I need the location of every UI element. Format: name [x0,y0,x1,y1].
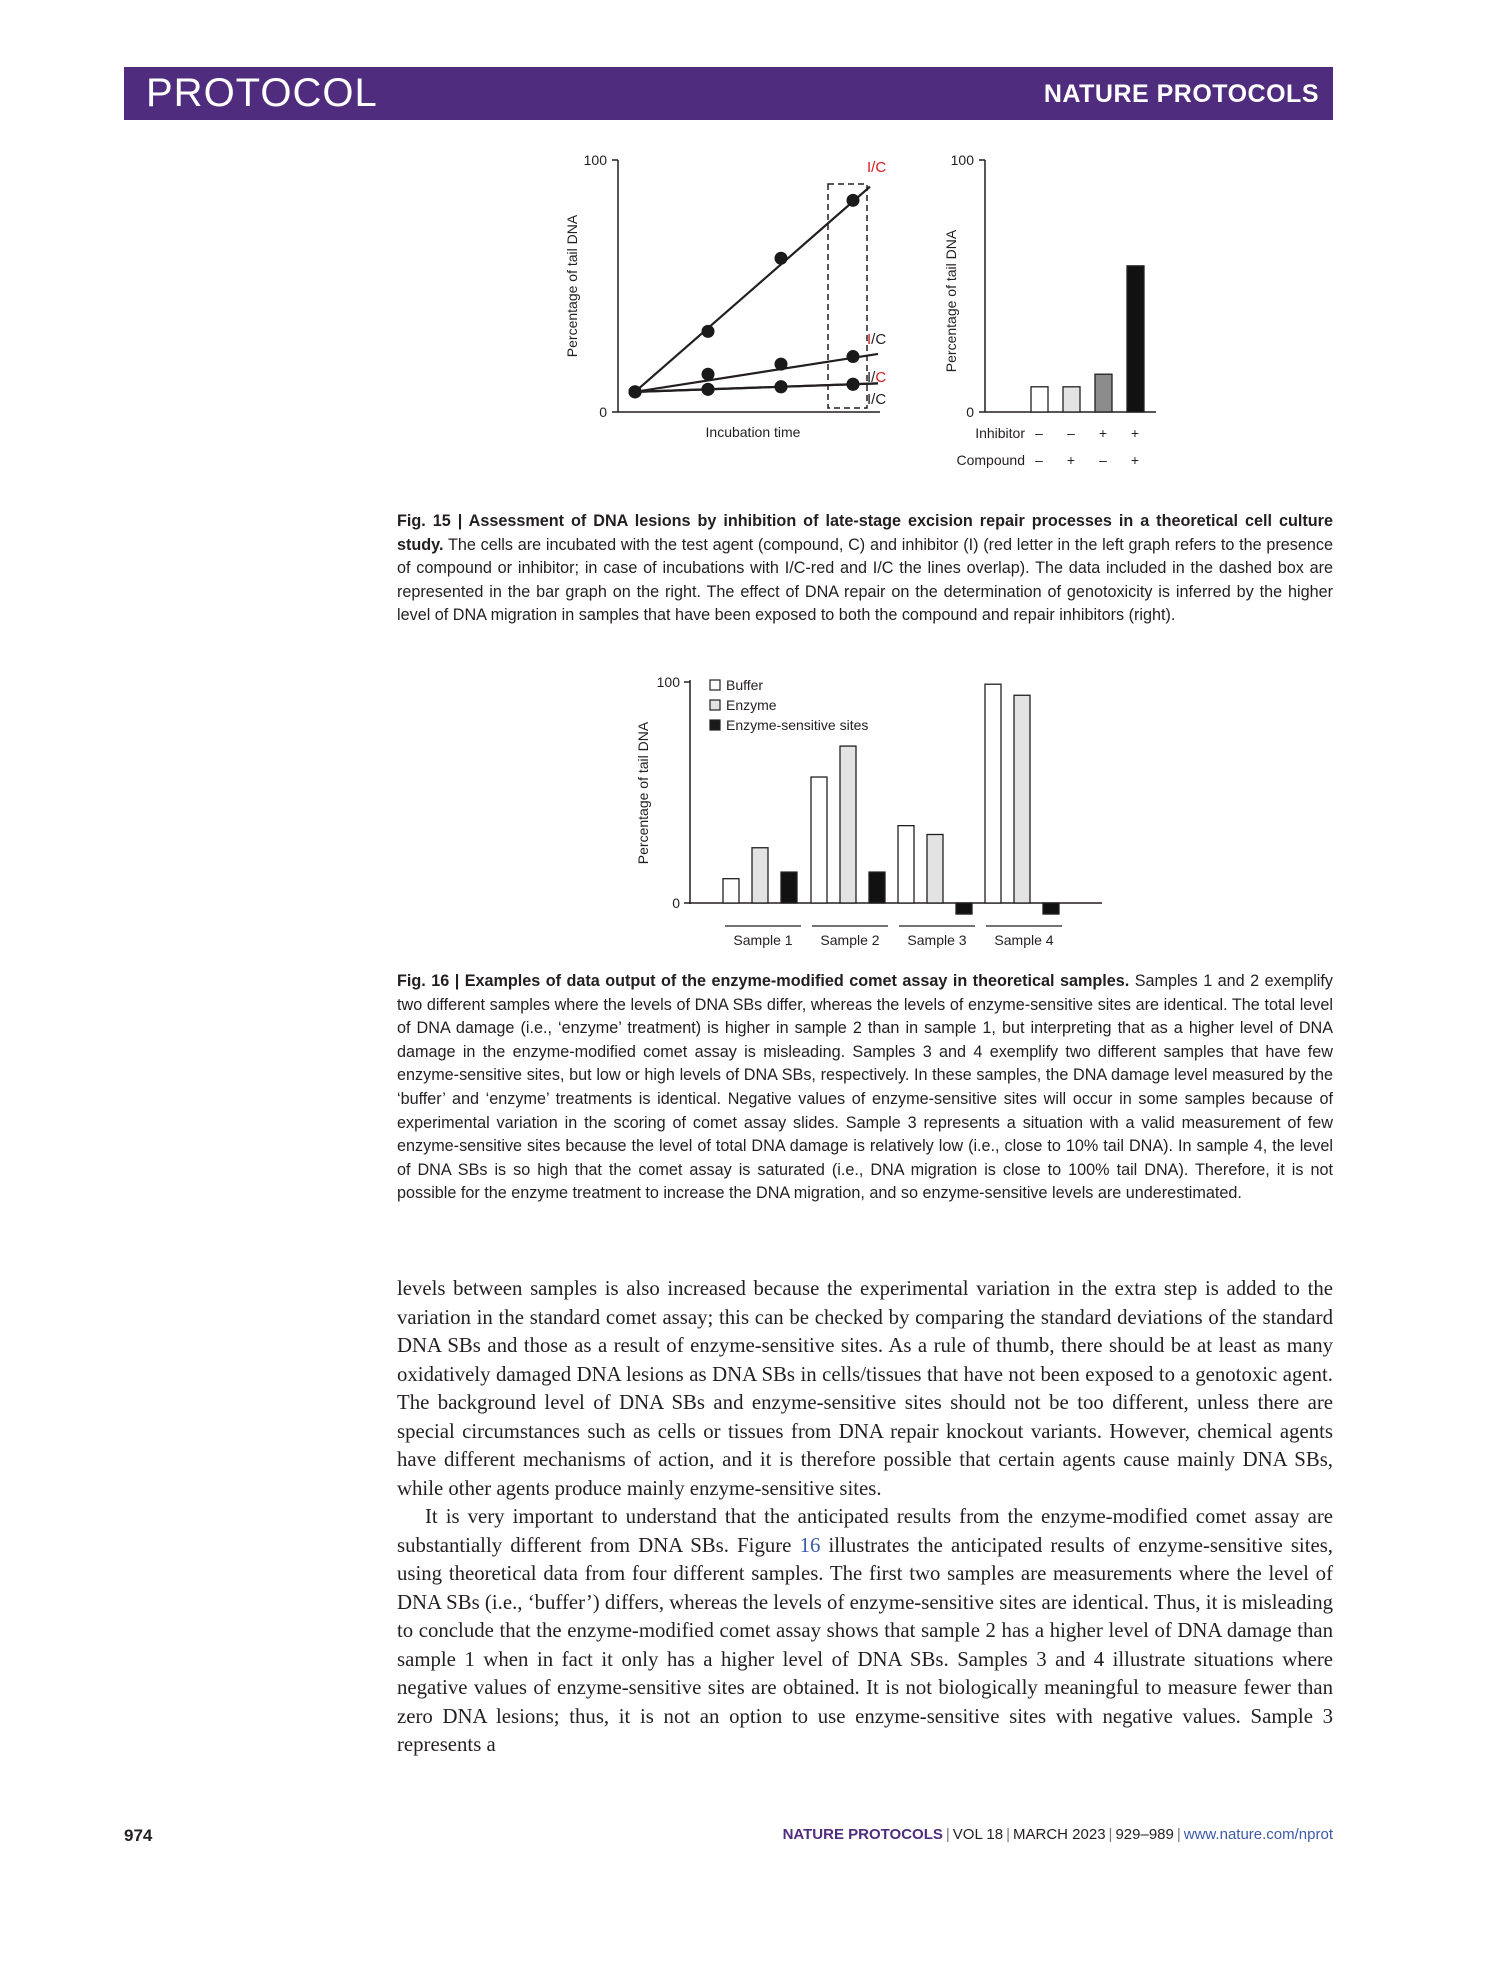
bar-1 [1063,387,1080,412]
figure-16-caption [397,970,1333,1206]
bar-sample-3-1 [927,834,943,903]
line-label-2-inhibitor: I [867,369,872,386]
fig16-sample-groups [725,926,1062,948]
fig15-line-labels [867,159,886,408]
legend-label-buffer: Buffer [726,677,764,693]
y-axis-label: Percentage of tail DNA [564,214,580,358]
journal-name: NATURE PROTOCOLS [1043,80,1319,108]
section-label: PROTOCOL [146,71,378,115]
line-label-0-compound: C [875,159,887,176]
row-label-compound: Compound [956,452,1025,468]
line-label-3-slash: / [871,391,876,408]
footer-citation: NATURE PROTOCOLS | VOL 18 | MARCH 2023 | 929–989 | www.nature.com/nprot [782,1826,1333,1843]
footer-url-link[interactable]: www.nature.com/nprot [1183,1826,1333,1843]
legend [710,677,868,733]
body-paragraph-2-end: illustrates the anticipated results of enzyme-sensitive sites, using theoretical data from four different samples. The first two samples are measurements where the level of DNA SBs (i.e., ‘buffer’) differs, whereas the levels of enzyme-sensitive sites are identical. Thus, it is misleading to conclude that the enzyme-modified comet assay shows that sample 2 has a higher level of DNA damage than sample 1 when in fact it only has a higher level of DNA SBs. Samples 3 and 4 illustrate situations where negative values of enzyme-sensitive sites are obtained. It is not biologically meaningful to measure fewer than zero DNA lesions; thus, it is not an option to use enzyme-sensitive sites with negative values. Sample 3 represents a [397,1533,1334,1756]
row-label-inhibitor: Inhibitor [975,425,1025,441]
series-1-point-2 [775,358,788,371]
legend-label-sensitive-sites: Enzyme-sensitive sites [726,717,869,733]
legend-swatch-enzyme [710,700,720,710]
series-1-point-3 [847,350,860,363]
page-number: 974 [124,1826,153,1845]
bar-sample-4-2 [1043,903,1059,914]
footer-journal: NATURE PROTOCOLS [782,1826,943,1843]
series-line-3 [635,383,878,391]
x-axis-label: Incubation time [705,424,801,440]
line-label-2 [867,369,886,386]
footer-volume: VOL 18 [952,1826,1004,1843]
series-3-point-0 [629,385,642,398]
bar-sample-3-2 [956,903,972,914]
legend-swatch-buffer [710,680,720,690]
bar-sample-3-0 [898,826,914,903]
line-label-0 [867,159,886,176]
legend-swatch-sensitive-sites [710,720,720,730]
bar-sample-1-1 [752,848,768,903]
line-label-1-slash: / [871,331,876,348]
inhibitor-sign-3: + [1130,425,1140,441]
line-label-1 [867,331,886,348]
y-axis-label: Percentage of tail DNA [635,721,651,865]
bar-sample-1-2 [781,872,797,903]
figure-16-caption-text: Samples 1 and 2 exemplify two different samples where the levels of DNA SBs differ, whereas the levels of enzyme-sensitive sites are identical. The total level of DNA damage (i.e., ‘enzyme’ treatment) is higher in sample 2 than in sample 1, but interpreting that as a higher level of DNA damage in the enzyme-modified comet assay is misleading. Samples 3 and 4 exemplify two different samples that have few enzyme-sensitive sites, but low or high levels of DNA SBs, respectively. In these samples, the DNA damage level measured by the ‘buffer’ and ‘enzyme’ treatments is identical. Negative values of enzyme-sensitive sites will occur in some samples because of experimental variation in the scoring of comet assay slides. Sample 3 represents a situation with a valid measurement of few enzyme-sensitive sites because the level of total DNA damage is relatively low (i.e., close to 10% tail DNA). In sample 4, the level of DNA SBs is so high that the comet assay is saturated (i.e., DNA migration is close to 100% tail DNA). Therefore, it is not possible for the enzyme treatment to increase the DNA migration, and so enzyme-sensitive levels are underestimated. [397,972,1333,1203]
line-label-2-slash: / [871,369,876,386]
bar-sample-4-1 [1014,695,1030,903]
y-tick-label-100: 100 [656,674,680,690]
bar-sample-4-0 [985,684,1001,903]
figure-15 [560,145,1180,475]
series-3-point-3 [847,378,860,391]
line-label-0-inhibitor: I [867,159,872,176]
compound-sign-3: + [1130,452,1140,468]
group-label-2: Sample 2 [820,932,880,948]
y-tick-label-0: 0 [966,404,974,420]
y-tick-label-0: 0 [672,895,680,911]
compound-sign-2: – [1099,452,1107,468]
line-label-3-inhibitor: I [867,391,872,408]
body-paragraph-2 [397,1503,1333,1760]
bar-sample-2-0 [811,777,827,903]
series-0-point-1 [702,325,715,338]
line-label-3 [867,391,886,408]
body-paragraph-2-start: It is very important to understand that the anticipated results from the enzyme-modified comet assay are substantially different from DNA SBs. Figure [397,1505,1333,1557]
series-1-point-1 [702,368,715,381]
bar-2 [1095,374,1112,412]
inhibitor-sign-2: + [1098,425,1108,441]
bar-0 [1031,387,1048,412]
inhibitor-sign-0: – [1035,425,1043,441]
figure-16-reference-link[interactable]: 16 [799,1533,821,1557]
footer-date: MARCH 2023 [1013,1826,1106,1843]
legend-label-enzyme: Enzyme [726,697,777,713]
bar-sample-1-0 [723,879,739,903]
series-3-point-2 [775,380,788,393]
group-label-4: Sample 4 [994,932,1054,948]
bar-sample-2-1 [840,746,856,903]
header-bar [124,67,1333,120]
group-label-1: Sample 1 [733,932,793,948]
series-0-point-2 [775,252,788,265]
line-label-0-slash: / [871,159,876,176]
line-label-1-compound: C [875,331,887,348]
inhibitor-sign-1: – [1067,425,1075,441]
body-paragraph-1: levels between samples is also increased because the experimental variation in the extra step is added to the variation in the standard comet assay; this can be checked by comparing the standard deviations of the standard DNA SBs and those as a result of enzyme-sensitive sites. As a rule of thumb, there should be at least as many oxidatively damaged DNA lesions as DNA SBs in cells/tissues that have not been exposed to a genotoxic agent. The background level of DNA SBs and enzyme-sensitive sites should not be too different, unless there are special circumstances such as cells or tissues from DNA repair knockout variants. However, chemical agents have different mechanisms of action, and it is therefore possible that certain agents cause mainly DNA SBs, while other agents produce mainly enzyme-sensitive sites. [397,1277,1333,1500]
bar-sample-2-2 [869,872,885,903]
y-tick-label-0: 0 [599,404,607,420]
fig15-bars [1031,266,1144,412]
figure-15-caption-label: Fig. 15 | Assessment of DNA lesions by inhibition of late-stage excision repair processes in a theoretical cell culture study. [397,512,1333,554]
fig15-condition-signs [1035,425,1139,468]
line-label-1-inhibitor: I [867,331,872,348]
fig15-line-chart [564,152,886,440]
body-text [397,1275,1333,1760]
compound-sign-0: – [1035,452,1043,468]
figure-15-caption-text: The cells are incubated with the test agent (compound, C) and inhibitor (I) (red letter in the left graph refers to the presence of compound or inhibitor; in case of incubations with I/C-red and I/C the lines overlap). The data included in the dashed box are represented in the bar graph on the right. The effect of DNA repair on the determination of genotoxicity is inferred by the higher level of DNA migration in samples that have been exposed to both the compound and repair inhibitors (right). [397,535,1333,625]
group-label-3: Sample 3 [907,932,967,948]
figure-15-caption [397,510,1333,628]
fig15-series [629,187,879,399]
y-axis-label: Percentage of tail DNA [943,229,959,373]
line-label-2-compound: C [875,369,887,386]
series-3-point-1 [702,383,715,396]
y-tick-label-100: 100 [950,152,974,168]
y-tick-label-100: 100 [583,152,607,168]
figure-16 [630,665,1130,965]
compound-sign-1: + [1066,452,1076,468]
fig15-bar-chart [943,152,1156,468]
bar-3 [1127,266,1144,412]
figure-16-caption-label: Fig. 16 | Examples of data output of the enzyme-modified comet assay in theoretical samples. [397,972,1130,990]
line-label-3-compound: C [875,391,887,408]
series-0-point-3 [847,194,860,207]
footer-pages: 929–989 [1115,1826,1174,1843]
